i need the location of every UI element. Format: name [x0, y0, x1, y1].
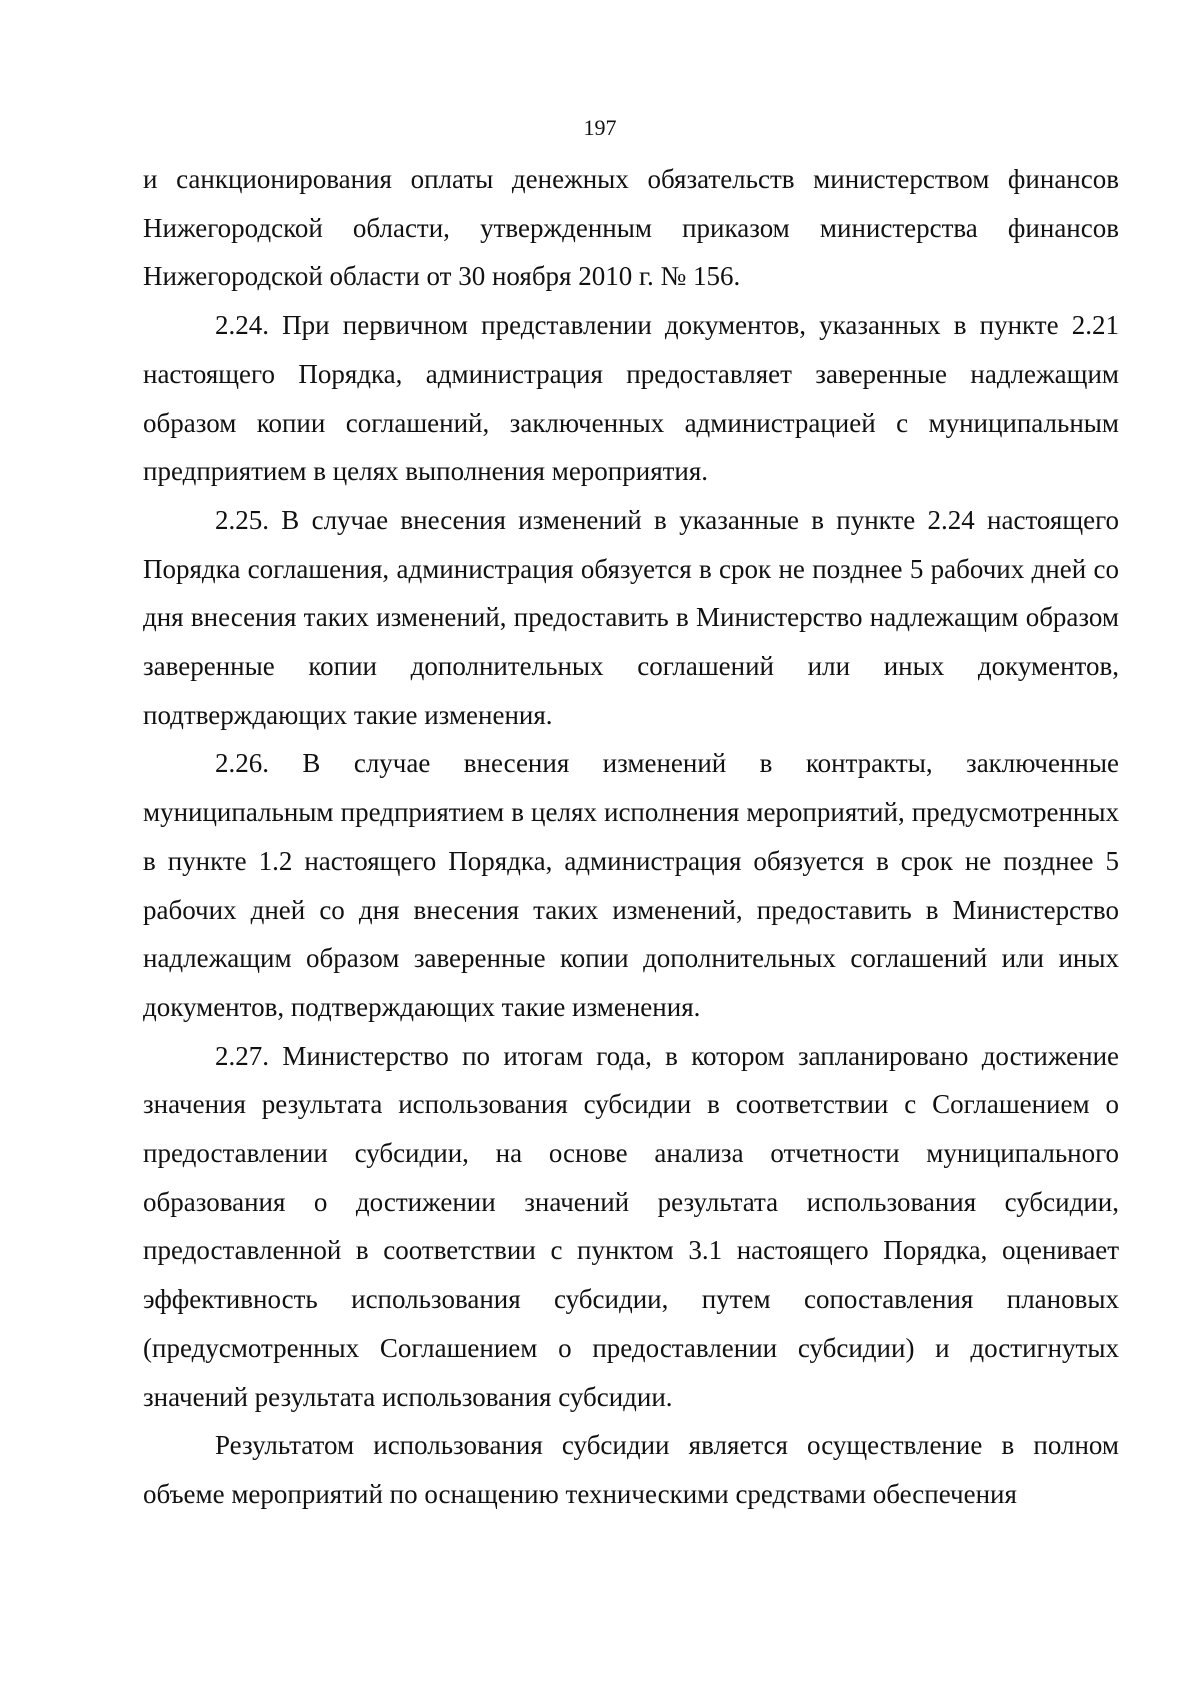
paragraph-2-24: 2.24. При первичном представлении документов, указанных в пункте 2.21 настоящего Порядка, администрация предоставляет заверенные надлежащим образом копии соглашений, заключенных администрацией с муниципальным предприятием в целях выполнения мероприятия. — [143, 310, 1119, 487]
paragraph-2-27: 2.27. Министерство по итогам года, в котором запланировано достижение значения результата использования субсидии в соответствии с Соглашением о предоставлении субсидии, на основе анализа отчетности муниципального образования о достижении значений результата использования субсидии, предоставленной в соответствии с пунктом 3.1 настоящего Порядка, оценивает эффективность использования субсидии, путем сопоставления плановых (предусмотренных Соглашением о предоставлении субсидии) и достигнутых значений результата использования субсидии. — [143, 1040, 1119, 1412]
paragraph-2-25: 2.25. В случае внесения изменений в указанные в пункте 2.24 настоящего Порядка соглашения, администрация обязуется в срок не позднее 5 рабочих дней со дня внесения таких изменений, предоставить в Министерство надлежащим образом заверенные копии дополнительных соглашений или иных документов, подтверждающих такие изменения. — [143, 504, 1119, 730]
page-number: 197 — [583, 115, 617, 140]
paragraph-2-26: 2.26. В случае внесения изменений в контракты, заключенные муниципальным предприятием в целях исполнения мероприятий, предусмотренных в пункте 1.2 настоящего Порядка, администрация обязуется в срок не позднее 5 рабочих дней со дня внесения таких изменений, предоставить в Министерство надлежащим образом заверенные копии дополнительных соглашений или иных документов, подтверждающих такие изменения. — [143, 748, 1119, 1022]
document-body — [143, 155, 1119, 1519]
paragraph-continuation: и санкционирования оплаты денежных обязательств министерством финансов Нижегородской области, утвержденным приказом министерства финансов Нижегородской области от 30 ноября 2010 г. № 156. — [143, 164, 1119, 292]
paragraph-result: Результатом использования субсидии является осуществление в полном объеме мероприятий по оснащению техническими средствами обеспечения — [143, 1430, 1119, 1509]
